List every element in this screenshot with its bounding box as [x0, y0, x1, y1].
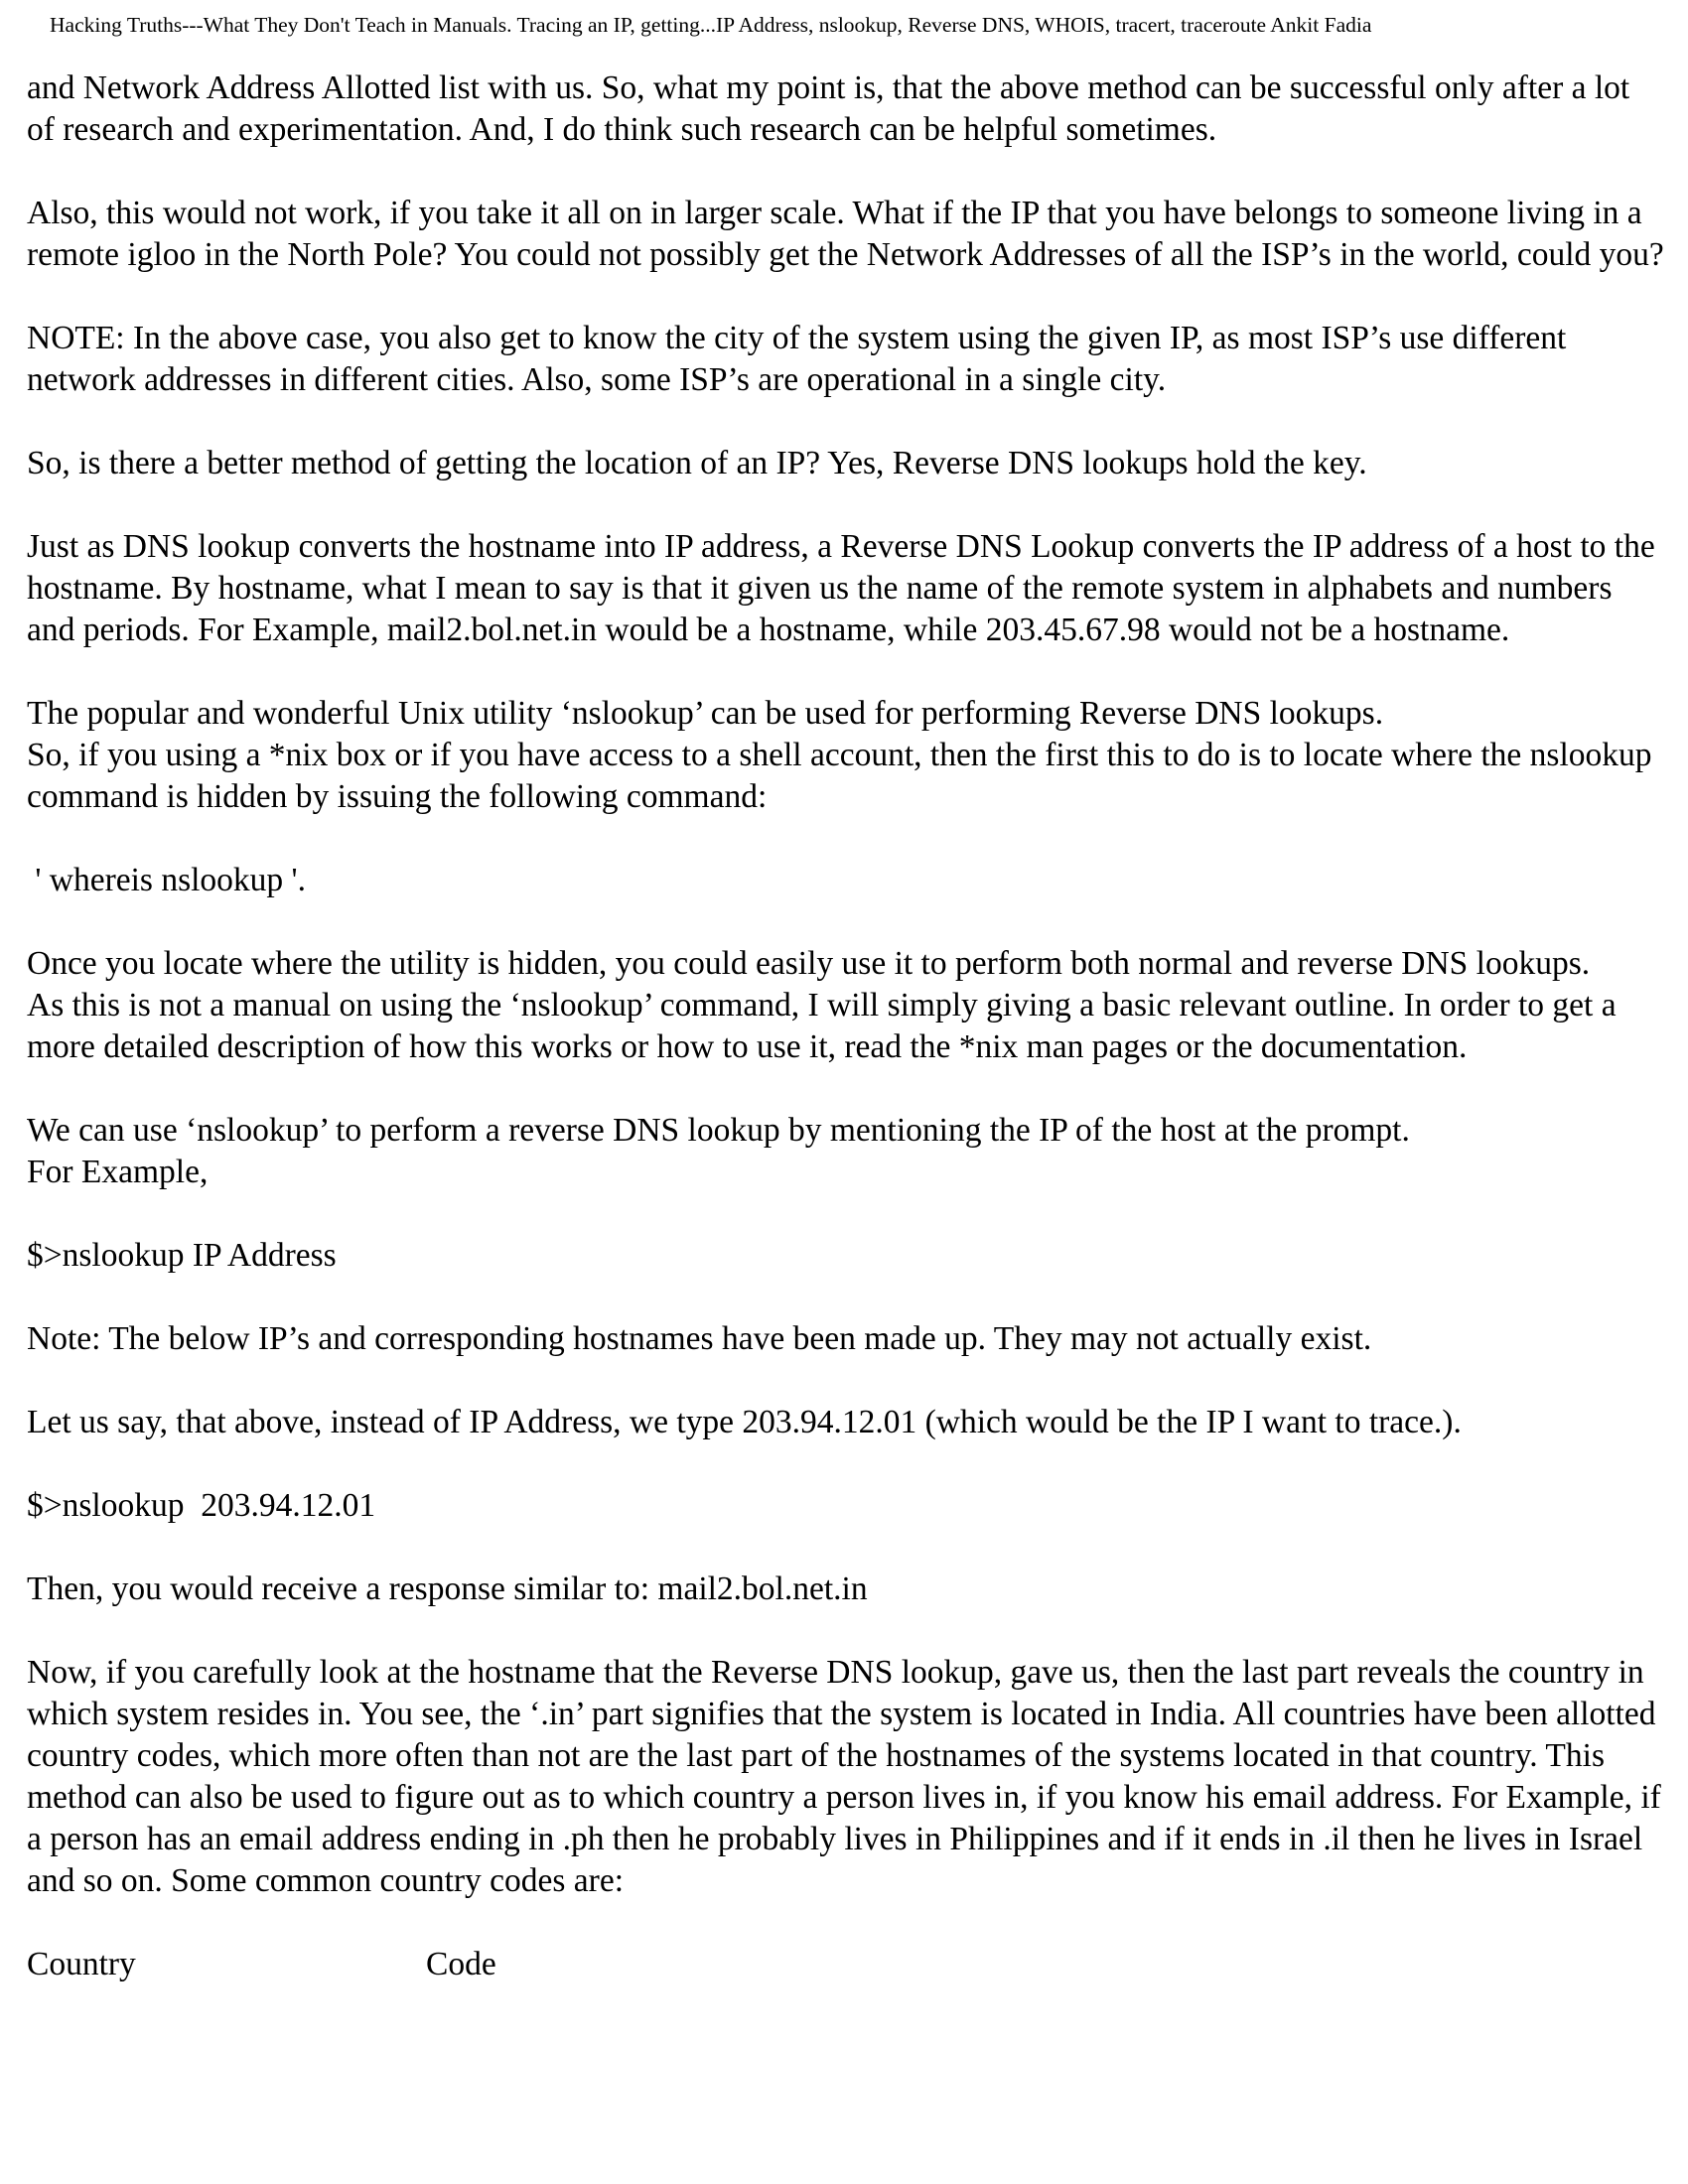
nslookup-utility-line: The popular and wonderful Unix utility ‘nslookup’ can be used for performing Reverse DNS lookups. [27, 695, 1384, 732]
reverse-lookup-usage-line: We can use ‘nslookup’ to perform a reverse DNS lookup by mentioning the IP of the host at the prompt. [27, 1112, 1410, 1149]
paragraph-network-address: and Network Address Allotted list with us. So, what my point is, that the above method can be successful only after a lot of research and experimentation. And, I do think such research can be helpful sometimes. [27, 69, 1630, 148]
paragraph-reverse-dns: Just as DNS lookup converts the hostname into IP address, a Reverse DNS Lookup converts the IP address of a host to the hostname. By hostname, what I mean to say is that it given us the name of the remote system in alphabets and numbers and periods. For Example, mail2.bol.net.in would be a hostname, while 203.45.67.98 would not be a hostname. [27, 528, 1655, 648]
command-whereis: ' whereis nslookup '. [27, 862, 306, 898]
locate-utility-line: Once you locate where the utility is hidden, you could easily use it to perform both normal and reverse DNS lookups. [27, 945, 1591, 982]
code-column-header: Code [426, 1946, 496, 1982]
for-example-line: For Example, [27, 1154, 209, 1190]
paragraph-note-city: NOTE: In the above case, you also get to know the city of the system using the given IP, as most ISP’s use different network addresses in different cities. Also, some ISP’s are operational in a single city. [27, 320, 1567, 398]
paragraph-larger-scale: Also, this would not work, if you take it all on in larger scale. What if the IP that you have belongs to someone living in a remote igloo in the North Pole? You could not possibly get the Network Addresses of all the ISP’s in the world, could you? [27, 195, 1664, 273]
paragraph-country-codes: Now, if you carefully look at the hostname that the Reverse DNS lookup, gave us, then the last part reveals the country in which system resides in. You see, the ‘.in’ part signifies that the system is located in India. All countries have been allotted country codes, which more often than not are the last part of the hostnames of the systems located in that country. This method can also be used to figure out as to which country a person lives in, if you know his email address. For Example, if a person has an email address ending in .ph then he probably lives in Philippines and if it ends in .il then he lives in Israel and so on. Some common country codes are: [27, 1654, 1661, 1899]
country-column-header: Country [27, 1946, 136, 1982]
paragraph-locate-utility [27, 943, 1665, 1068]
paragraph-made-up-note: Note: The below IP’s and corresponding hostnames have been made up. They may not actually exist. [27, 1320, 1372, 1357]
paragraph-better-method: So, is there a better method of getting the location of an IP? Yes, Reverse DNS lookups hold the key. [27, 445, 1367, 481]
command-specific: $>nslookup 203.94.12.01 [27, 1487, 376, 1524]
paragraph-reverse-lookup-usage [27, 1110, 1665, 1193]
country-code-table-header [27, 1944, 1665, 1985]
document-body [27, 68, 1665, 1985]
page-header: Hacking Truths---What They Don't Teach in Manuals. Tracing an IP, getting...IP Address, nslookup, Reverse DNS, WHOIS, tracert, traceroute Ankit Fadia [50, 13, 1372, 37]
paragraph-nslookup-utility [27, 693, 1665, 818]
paragraph-example-ip: Let us say, that above, instead of IP Address, we type 203.94.12.01 (which would be the IP I want to trace.). [27, 1404, 1462, 1440]
paragraph-response: Then, you would receive a response similar to: mail2.bol.net.in [27, 1570, 868, 1607]
nslookup-locate-line: So, if you using a *nix box or if you have access to a shell account, then the first this to do is to locate where the nslookup command is hidden by issuing the following command: [27, 737, 1652, 815]
manual-outline-line: As this is not a manual on using the ‘nslookup’ command, I will simply giving a basic relevant outline. In order to get a more detailed description of how this works or how to use it, read the *nix man pages or the documentation. [27, 987, 1617, 1065]
command-generic: $>nslookup IP Address [27, 1237, 337, 1274]
